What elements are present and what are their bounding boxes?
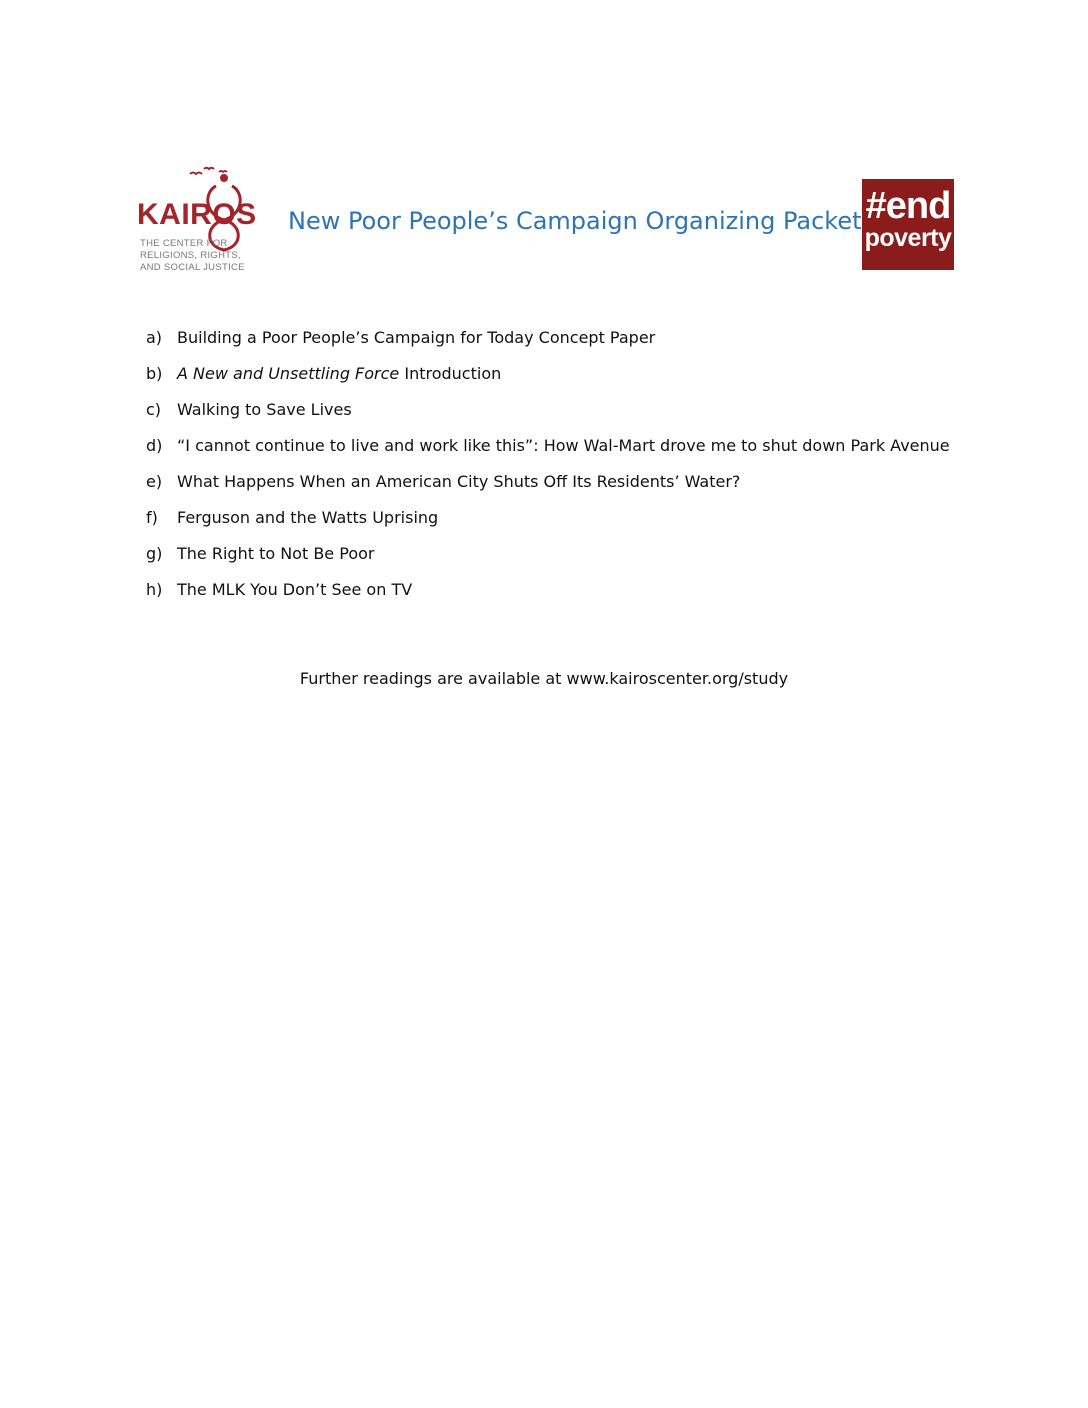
list-marker: f) bbox=[146, 508, 158, 527]
list-item bbox=[146, 398, 950, 434]
list-marker: b) bbox=[146, 364, 163, 383]
endpoverty-logo-line1: #end bbox=[865, 185, 951, 227]
list-item bbox=[146, 470, 950, 506]
list-item-italic-title: A New and Unsettling Force bbox=[177, 364, 400, 383]
endpoverty-logo bbox=[862, 179, 954, 270]
further-readings-note: Further readings are available at www.kairoscenter.org/study bbox=[299, 669, 789, 688]
list-marker: d) bbox=[146, 436, 163, 455]
list-marker: c) bbox=[146, 400, 162, 419]
page-title: New Poor People’s Campaign Organizing Packet bbox=[288, 207, 862, 235]
list-item-text: Ferguson and the Watts Uprising bbox=[177, 508, 439, 527]
kairos-wordmark: KAIROS bbox=[137, 198, 257, 231]
reading-list bbox=[146, 326, 950, 614]
endpoverty-logo-line2: poverty bbox=[864, 224, 952, 252]
list-marker: h) bbox=[146, 580, 163, 599]
list-item-text: Building a Poor People’s Campaign for Today Concept Paper bbox=[177, 328, 656, 347]
list-item-text: The MLK You Don’t See on TV bbox=[177, 580, 413, 599]
list-item-text: “I cannot continue to live and work like this”: How Wal-Mart drove me to shut down Park Avenue bbox=[177, 436, 950, 455]
list-item-text: Walking to Save Lives bbox=[177, 400, 352, 419]
kairos-tagline-line: RELIGIONS, RIGHTS, bbox=[140, 250, 241, 261]
list-item bbox=[146, 506, 950, 542]
list-item bbox=[146, 362, 950, 398]
list-item bbox=[146, 326, 950, 362]
list-item bbox=[146, 434, 950, 470]
kairos-tagline-line: THE CENTER FOR bbox=[140, 238, 228, 249]
list-item-text: What Happens When an American City Shuts Off Its Residents’ Water? bbox=[177, 472, 741, 491]
list-marker: g) bbox=[146, 544, 163, 563]
list-item bbox=[146, 578, 950, 614]
list-marker: a) bbox=[146, 328, 163, 347]
kairos-tagline bbox=[140, 238, 245, 274]
list-item-text: Introduction bbox=[399, 364, 502, 383]
list-item bbox=[146, 542, 950, 578]
kairos-tagline-line: AND SOCIAL JUSTICE bbox=[140, 262, 245, 273]
kairos-logo bbox=[132, 158, 264, 282]
list-item-text: The Right to Not Be Poor bbox=[177, 544, 375, 563]
list-marker: e) bbox=[146, 472, 163, 491]
